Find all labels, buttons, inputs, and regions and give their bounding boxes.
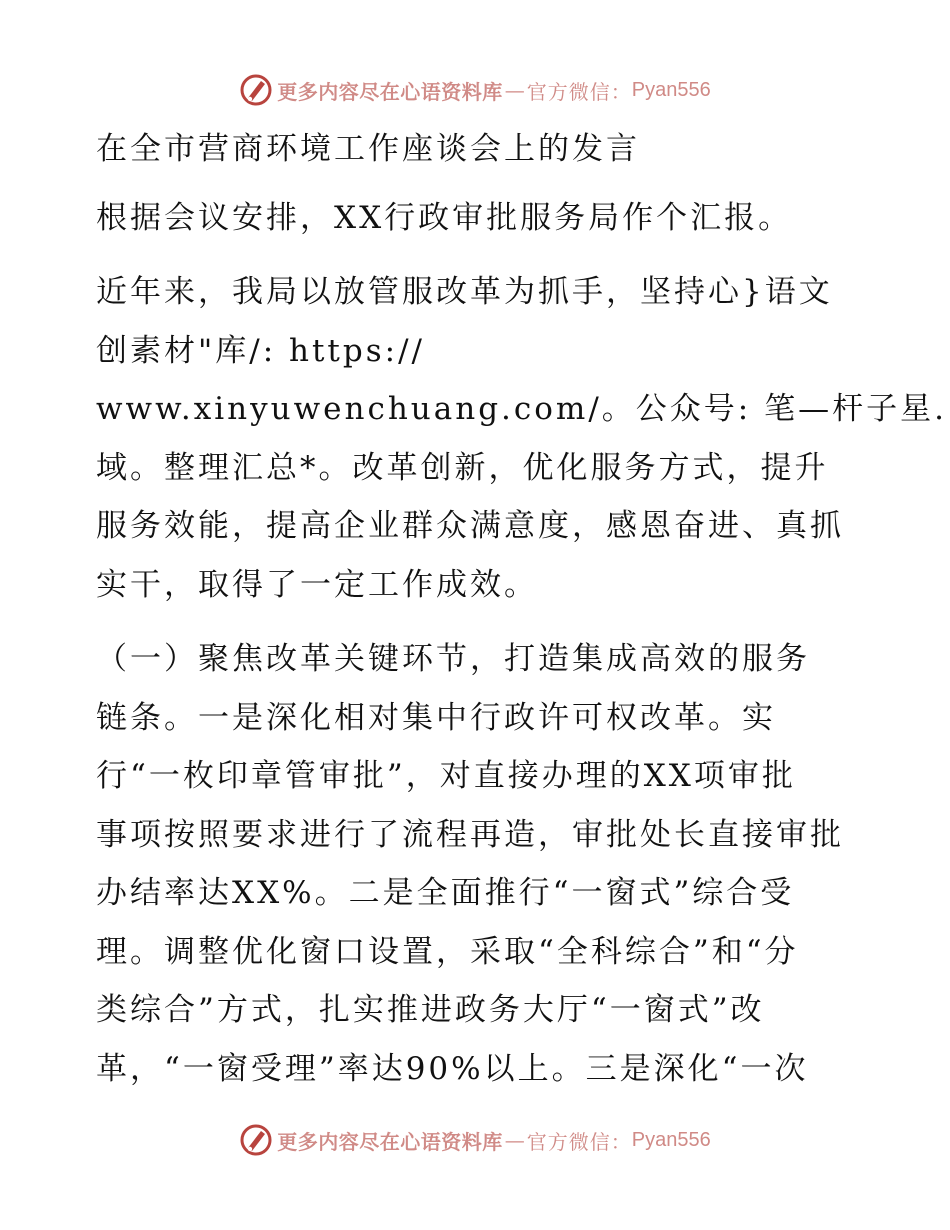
paragraph-line: www.xinyuwenchuang.com/。公众号: 笔—杆子星. xyxy=(96,391,947,427)
document-body xyxy=(96,120,947,1114)
paragraph-line: 根据会议安排，XX行政审批服务局作个汇报。 xyxy=(96,199,793,236)
paragraph-line: 理。调整优化窗口设置，采取“全科综合”和“分 xyxy=(96,933,799,970)
watermark-site-text: 更多内容尽在心语资料库 xyxy=(277,79,503,104)
watermark-wechat-label: 官方微信： xyxy=(526,1129,632,1154)
watermark-wechat-id: Pyan556 xyxy=(631,1128,711,1151)
watermark-site-text: 更多内容尽在心语资料库 xyxy=(277,1129,503,1154)
paragraph-line: 服务效能，提高企业群众满意度，感恩奋进、真抓 xyxy=(96,508,844,544)
paragraph-line: 创素材"库/: https:// xyxy=(96,332,425,369)
pen-logo-icon xyxy=(239,73,273,107)
watermark-separator: — xyxy=(504,1128,525,1152)
watermark-separator: — xyxy=(504,78,525,102)
watermark-wechat-id: Pyan556 xyxy=(631,78,711,101)
footer-watermark-banner xyxy=(0,1120,950,1160)
paragraph-line: 链条。一是深化相对集中行政许可权改革。实 xyxy=(96,699,776,736)
paragraph-section-one xyxy=(96,630,856,1098)
paragraph-line: 办结率达XX%。二是全面推行“一窗式”综合受 xyxy=(96,875,795,911)
paragraph-line: （一）聚焦改革关键环节，打造集成高效的服务 xyxy=(96,641,810,677)
paragraph-line: 类综合”方式，扎实推进政务大厅“一窗式”改 xyxy=(96,992,765,1028)
paragraph-intro xyxy=(96,189,856,248)
paragraph-line: 实干，取得了一定工作成效。 xyxy=(96,566,538,603)
pen-logo-icon xyxy=(239,1123,273,1157)
paragraph-line: 事项按照要求进行了流程再造，审批处长直接审批 xyxy=(96,816,844,853)
document-title xyxy=(96,120,856,179)
paragraph-overview xyxy=(96,263,947,614)
header-watermark-banner xyxy=(0,70,950,110)
paragraph-line: 近年来，我局以放管服改革为抓手，坚持心}语文 xyxy=(96,274,833,310)
paragraph-line: 革，“一窗受理”率达90%以上。三是深化“一次 xyxy=(96,1050,809,1087)
title-line: 在全市营商环境工作座谈会上的发言 xyxy=(96,131,640,167)
paragraph-line: 行“一枚印章管审批”，对直接办理的XX项审批 xyxy=(96,758,796,794)
watermark-wechat-label: 官方微信： xyxy=(526,79,632,104)
paragraph-line: 域。整理汇总*。改革创新，优化服务方式，提升 xyxy=(96,449,829,486)
